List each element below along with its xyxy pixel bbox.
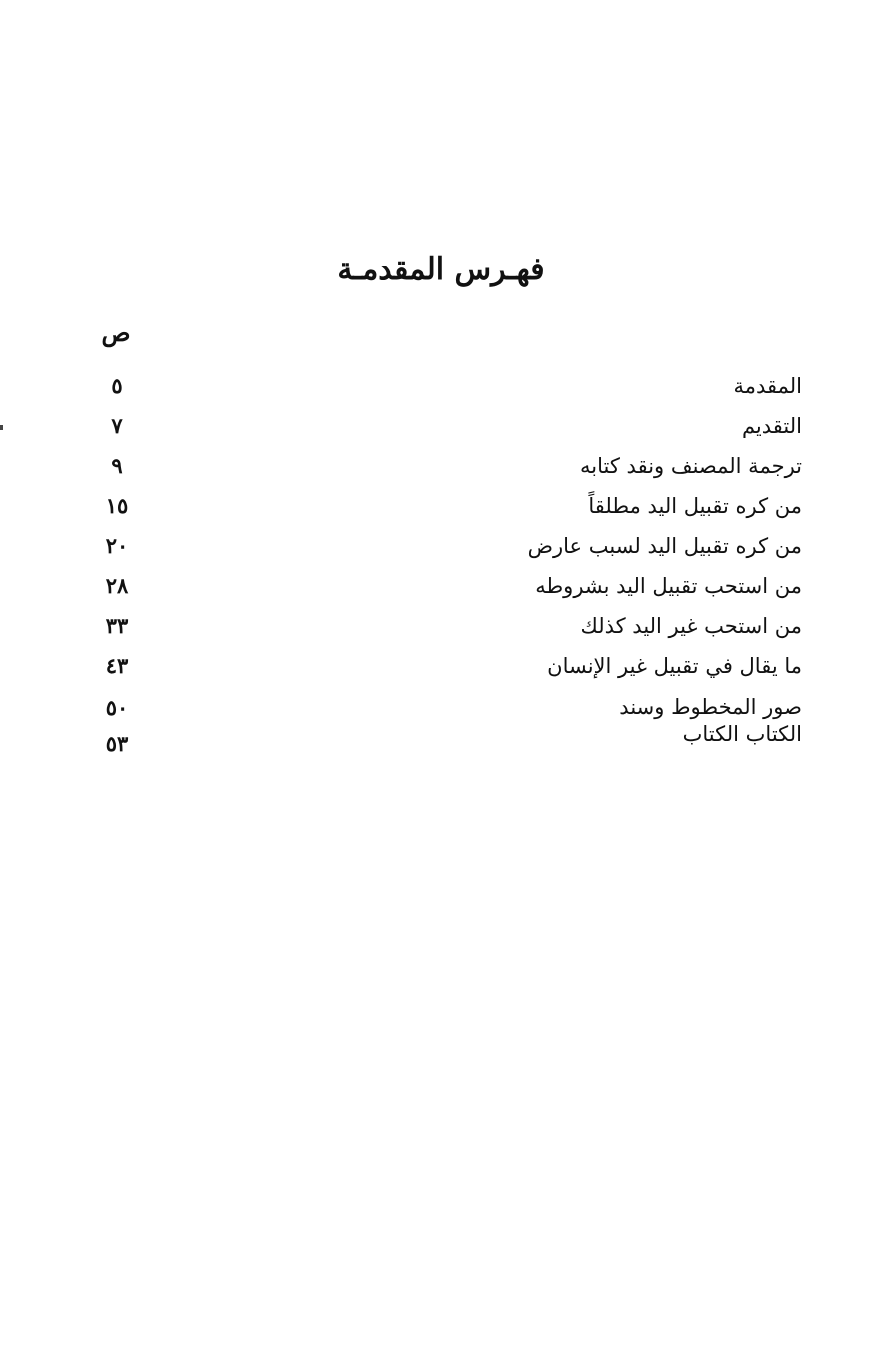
toc-entry-title: المقدمة bbox=[733, 374, 802, 398]
toc-entry-title: من استحب غير اليد كذلك bbox=[580, 614, 802, 638]
toc-entry bbox=[90, 372, 802, 410]
toc-entry bbox=[90, 730, 802, 768]
toc-entry bbox=[90, 492, 802, 530]
toc-entry bbox=[90, 612, 802, 650]
page-column-header: ص bbox=[101, 318, 131, 347]
toc-entry bbox=[90, 412, 802, 450]
toc-entry-title: ما يقال في تقبيل غير الإنسان bbox=[547, 654, 802, 678]
toc-entry bbox=[90, 652, 802, 690]
toc-entry-page: ٩ bbox=[111, 453, 123, 478]
toc-entry-page: ٤٣ bbox=[105, 653, 129, 678]
toc-entry-title: من استحب تقبيل اليد بشروطه bbox=[535, 574, 802, 598]
toc-entry-title: من كره تقبيل اليد لسبب عارض bbox=[527, 534, 802, 558]
toc-entry bbox=[90, 532, 802, 570]
toc-entry-title: صور المخطوط وسند الكتاب الكتاب bbox=[619, 695, 802, 746]
edge-mark bbox=[0, 425, 3, 430]
toc-entry-title: ترجمة المصنف ونقد كتابه bbox=[580, 454, 802, 478]
toc-entry-page: ٢٠ bbox=[105, 533, 129, 558]
toc-entry bbox=[90, 452, 802, 490]
page-title: فهـرس المقدمـة bbox=[337, 252, 545, 287]
toc-entry-page: ٥٠ bbox=[105, 695, 129, 720]
toc-entry-page: ٥ bbox=[111, 373, 123, 398]
toc-entry-title: التقديم bbox=[741, 414, 802, 438]
toc-entry bbox=[90, 572, 802, 610]
toc-entry-page: ٢٨ bbox=[105, 573, 129, 598]
toc-entry-page: ٥٣ bbox=[105, 731, 129, 756]
toc-entry-page: ٧ bbox=[111, 413, 123, 438]
toc-entry-page: ١٥ bbox=[105, 493, 129, 518]
toc-entry-title: من كره تقبيل اليد مطلقاً bbox=[588, 494, 802, 518]
toc-entry-page: ٣٣ bbox=[105, 613, 129, 638]
